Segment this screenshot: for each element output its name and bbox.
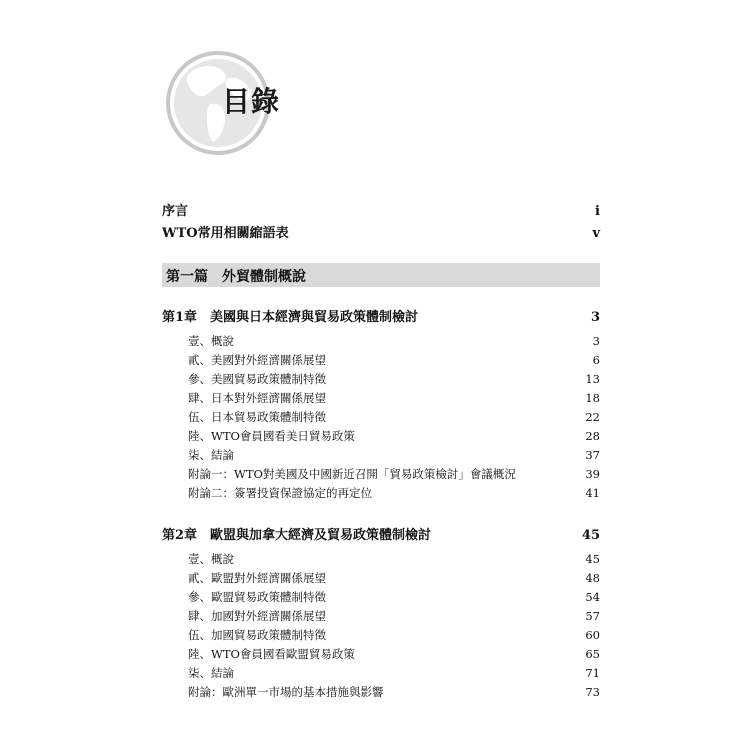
toc-entry-page: 73 <box>585 685 600 699</box>
toc-entry-page: 22 <box>585 410 600 424</box>
part-heading-label: 第一篇 外貿體制概說 <box>166 269 306 285</box>
toc-entry-page: 57 <box>585 609 600 623</box>
toc-chapter-page: 45 <box>581 528 600 543</box>
toc-entry-row[interactable] <box>188 665 600 681</box>
toc-front-row[interactable] <box>162 222 600 241</box>
toc-chapter-label: 第2章 歐盟與加拿大經濟及貿易政策體制檢討 <box>162 528 432 543</box>
toc-entry-row[interactable] <box>188 390 600 406</box>
toc-entry-label: 肆、加國對外經濟關係展望 <box>188 609 326 623</box>
toc-entry-page: 39 <box>585 467 600 481</box>
toc-entry-row[interactable] <box>188 447 600 463</box>
toc-front-page: i <box>595 204 600 219</box>
toc-entry-label: 柒、結論 <box>188 448 234 462</box>
toc-entry-page: 18 <box>585 391 600 405</box>
toc-chapter-label: 第1章 美國與日本經濟與貿易政策體制檢討 <box>162 310 419 325</box>
toc-entry-label: 壹、概說 <box>188 334 234 348</box>
part-heading <box>162 263 600 287</box>
toc-entry-label: 貳、美國對外經濟關係展望 <box>188 353 326 367</box>
toc-entry-page: 41 <box>585 486 600 500</box>
toc-entry-page: 54 <box>585 590 600 604</box>
toc-entry-page: 71 <box>585 666 600 680</box>
toc-entry-row[interactable] <box>188 646 600 662</box>
toc-entry-row[interactable] <box>188 551 600 567</box>
toc-entry-label: 伍、加國貿易政策體制特徵 <box>188 628 326 642</box>
toc-entry-row[interactable] <box>188 428 600 444</box>
toc-chapter-page: 3 <box>590 310 600 325</box>
toc-entry-row[interactable] <box>188 684 600 700</box>
toc-entry-row[interactable] <box>188 466 600 482</box>
toc-entry-label: 附論一：WTO對美國及中國新近召開「貿易政策檢討」會議概況 <box>188 467 516 481</box>
toc-entry-row[interactable] <box>188 352 600 368</box>
toc-entry-row[interactable] <box>188 333 600 349</box>
toc-entry-page: 65 <box>585 647 600 661</box>
toc-entry-page: 45 <box>585 552 600 566</box>
toc-entry-label: 附論：歐洲單一市場的基本措施與影響 <box>188 685 384 699</box>
toc-entry-page: 60 <box>585 628 600 642</box>
toc-entry-row[interactable] <box>188 589 600 605</box>
toc-entry-page: 3 <box>592 334 600 348</box>
toc-entry-page: 48 <box>585 571 600 585</box>
toc-front-label: 序言 <box>162 204 189 219</box>
toc-entry-label: 壹、概說 <box>188 552 234 566</box>
toc-entry-page: 28 <box>585 429 600 443</box>
toc-entry-page: 6 <box>592 353 600 367</box>
toc-entry-label: 陸、WTO會員國看歐盟貿易政策 <box>188 647 355 661</box>
page-title: 目錄 <box>222 85 281 118</box>
toc-front-row[interactable] <box>162 200 600 219</box>
toc-entry-row[interactable] <box>188 371 600 387</box>
toc-entry-row[interactable] <box>188 409 600 425</box>
toc-entry-row[interactable] <box>188 570 600 586</box>
toc-entry-label: 附論二：簽署投資保證協定的再定位 <box>188 486 372 500</box>
toc-entry-page: 13 <box>585 372 600 386</box>
toc-entry-label: 肆、日本對外經濟關係展望 <box>188 391 326 405</box>
toc-entry-label: 貳、歐盟對外經濟關係展望 <box>188 571 326 585</box>
toc-front-label: WTO常用相關縮語表 <box>162 226 289 241</box>
toc-chapter-row[interactable] <box>162 524 600 543</box>
toc-chapter-row[interactable] <box>162 306 600 325</box>
toc-entry-row[interactable] <box>188 627 600 643</box>
toc-entry-label: 陸、WTO會員國看美日貿易政策 <box>188 429 355 443</box>
toc-entry-label: 柒、結論 <box>188 666 234 680</box>
toc-entry-page: 37 <box>585 448 600 462</box>
toc-front-page: v <box>592 226 600 241</box>
toc-entry-label: 參、美國貿易政策體制特徵 <box>188 372 326 386</box>
toc-entry-label: 伍、日本貿易政策體制特徵 <box>188 410 326 424</box>
toc-entry-label: 參、歐盟貿易政策體制特徵 <box>188 590 326 604</box>
toc-entry-row[interactable] <box>188 485 600 501</box>
toc-entry-row[interactable] <box>188 608 600 624</box>
